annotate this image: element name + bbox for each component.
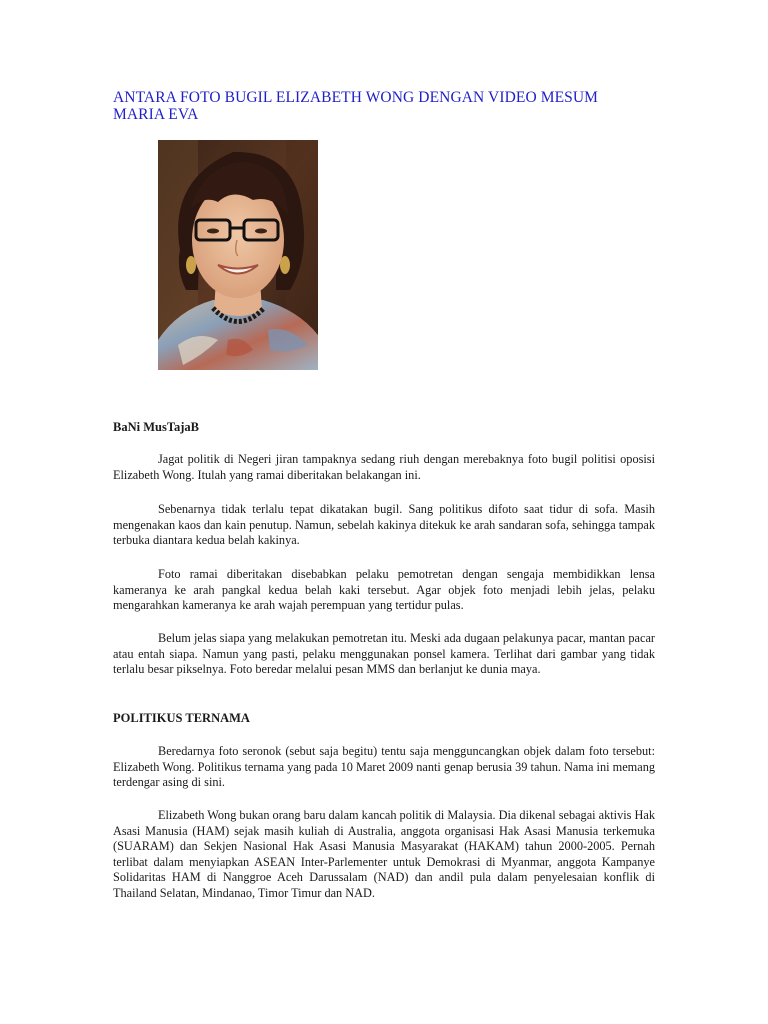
paragraph-1: Jagat politik di Negeri jiran tampaknya sedang riuh dengan merebaknya foto bugil politisi oposisi Elizabeth Wong. Itulah yang ramai diberitakan belakangan ini. [113,452,655,482]
section-paragraph-2: Elizabeth Wong bukan orang baru dalam kancah politik di Malaysia. Dia dikenal sebagai aktivis Hak Asasi Manusia (HAM) sejak masih kuliah di Australia, anggota organisasi Hak Asasi Manusia terkemuka (SUARAM) dan Sekjen Nasional Hak Asasi Manusia Masyarakat (HAKAM) tahun 2000-2005. Pernah terlibat dalam menyiapkan ASEAN Inter-Parlementer untuk Demokrasi di Myanmar, anggota Kampanye Solidaritas HAM di Nanggroe Aceh Darussalam (NAD) dan andil pula dalam penyelesaian konflik di Thailand Selatan, Mindanao, Timor Timur dan NAD. [113,808,656,900]
paragraph-3: Foto ramai diberitakan disebabkan pelaku pemotretan dengan sengaja membidikkan lensa kameranya ke arah pangkal kedua belah kaki tersebut. Agar objek foto menjadi lebih jelas, pelaku mengarahkan kameranya ke arah wajah perempuan yang tertidur pulas. [113,567,655,613]
section-heading: POLITIKUS TERNAMA [113,711,250,725]
section-paragraph-1: Beredarnya foto seronok (sebut saja begitu) tentu saja mengguncangkan objek dalam foto tersebut: Elizabeth Wong. Politikus ternama yang pada 10 Maret 2009 nanti genap berusia 39 tahun. Nama ini memang terdengar asing di sini. [113,744,655,790]
portrait-photo [158,140,318,370]
paragraph-2: Sebenarnya tidak terlalu tepat dikatakan bugil. Sang politikus difoto saat tidur di sofa. Masih mengenakan kaos dan kain penutup. Namun, sebelah kakinya ditekuk ke arah sandaran sofa, sehingga tampak terbuka diantara kedua belah kakinya. [113,502,655,548]
paragraph-4: Belum jelas siapa yang melakukan pemotretan itu. Meski ada dugaan pelakunya pacar, mantan pacar atau entah siapa. Namun yang pasti, pelaku menggunakan ponsel kamera. Terlihat dari gambar yang tidak terlalu besar pikselnya. Foto beredar melalui pesan MMS dan berlanjut ke dunia maya. [113,631,655,677]
document-title: ANTARA FOTO BUGIL ELIZABETH WONG DENGAN VIDEO MESUM MARIA EVA [113,89,599,123]
author-name: BaNi MusTajaB [113,420,200,434]
